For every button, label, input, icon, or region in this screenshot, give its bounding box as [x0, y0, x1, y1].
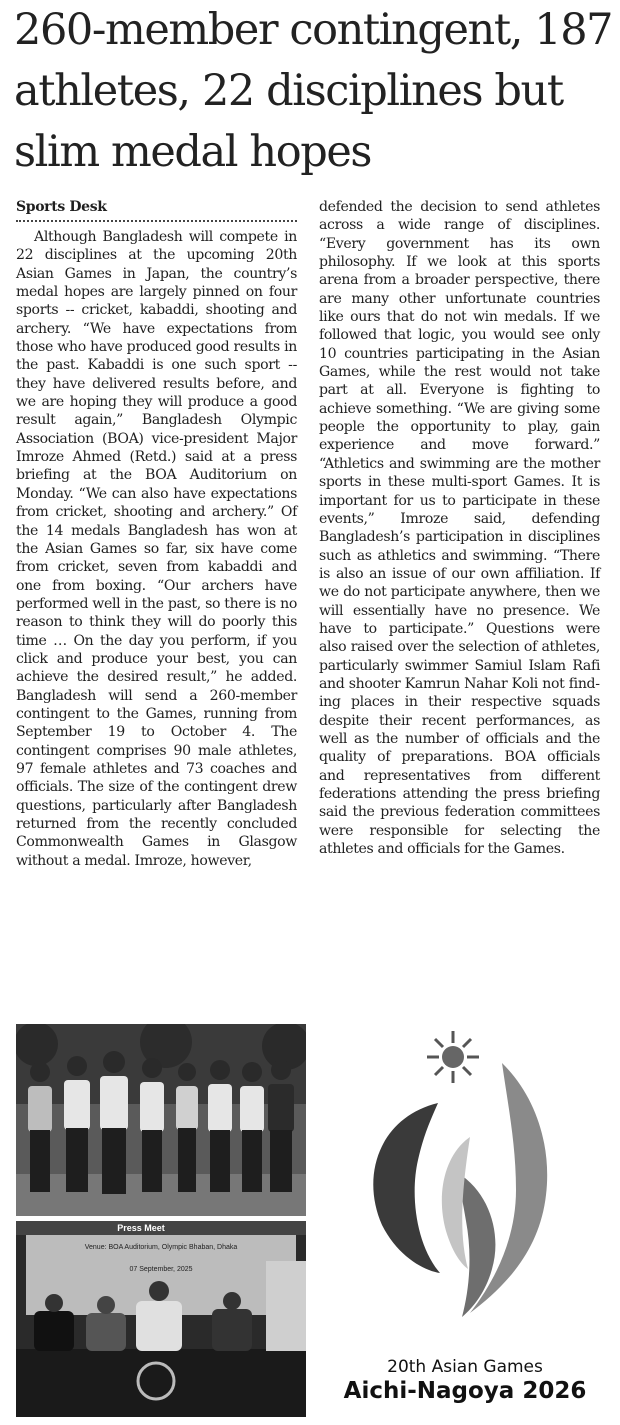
article-body-left: Although Bangladesh will compete in 22 disciplines at the upcoming 20th Asian Games in Japan, the country’s medal hopes are largely pinned on four sports -- cricket, kabaddi, shooting and archery. “We have expectations from those who have produced good results in the past. Kabaddi is one such sport -- they have delivered results before, and we are hoping they will produce a good result again,” Bangladesh Olympic Association (BOA) vice-president Major Imroze Ahmed (Retd.) said at a press briefing at the BOA Auditorium on Monday. “We can also have expectations from cricket, shooting and archery.” Of the 14 medals Bangladesh has won at the Asian Games so far, six have come from cricket, seven from kabaddi and one from boxing. “Our archers have performed well in the past, so there is no reason to think they will do poorly this time … On the day you perform, if you click and produce your best, you can achieve the desired result,” he added. Bangladesh will send a 260-member contingent to the Games, running from September 19 to October 4. The contingent comprises 90 male athletes, 97 female athletes and 73 coaches and officials. The size of the contingent drew questions, particularly after Bangladesh returned from the recently concluded Commonwealth Games in Glasgow without a medal. Imroze, however, [16, 229, 297, 869]
byline: Sports Desk [16, 198, 297, 222]
logo-caption-host: Aichi-Nagoya 2026 [343, 1378, 587, 1404]
asian-games-logo [320, 1025, 610, 1420]
team-photo-image [16, 1024, 306, 1216]
press-banner-date: 07 September, 2025 [129, 1266, 193, 1273]
asian-games-emblem [320, 1025, 610, 1355]
article-column-left [16, 198, 297, 870]
sun-icon [427, 1031, 479, 1083]
article-column-right [319, 198, 600, 858]
team-photo [16, 1024, 306, 1216]
press-banner-venue: Venue: BOA Auditorium, Olympic Bhaban, Dhaka [84, 1244, 238, 1251]
press-meet-photo [16, 1221, 306, 1417]
logo-caption-event: 20th Asian Games [387, 1357, 543, 1377]
press-banner-title: Press Meet [117, 1223, 165, 1233]
article-body-right: defended the decision to send athletes across a wide range of disciplines. “Every government has its own philosophy. If we look at this sports arena from a broader perspective, there are many other unfortunate countries like ours that do not win medals. If we followed that logic, you would see only 10 countries participating in the Asian Games, while the rest would not take part at all. Everyone is fighting to achieve something. “We are giving some people the opportunity to play, gain experience and move forward.” “Athletics and swimming are the mother sports in these multi-sport Games. It is important for us to participate in these events,” Imroze said, defending Bangladesh’s participation in disciplines such as athletics and swimming. “There is also an issue of our own affiliation. If we do not participate anywhere, then we will essentially have no presence. We have to participate.” Questions were also raised over the selection of athletes, particularly swimmer Samiul Islam Rafi and shooter Kamrun Nahar Koli not finding places in their respective squads despite their recent performances, as well as the number of officials and the quality of preparations. BOA officials and representatives from different federations attending the press briefing said the previous federation committees were responsible for selecting the athletes and officials for the Games. [319, 199, 600, 858]
article-headline: 260-member contingent, 187 athletes, 22 disciplines but slim medal hopes [14, 5, 613, 177]
